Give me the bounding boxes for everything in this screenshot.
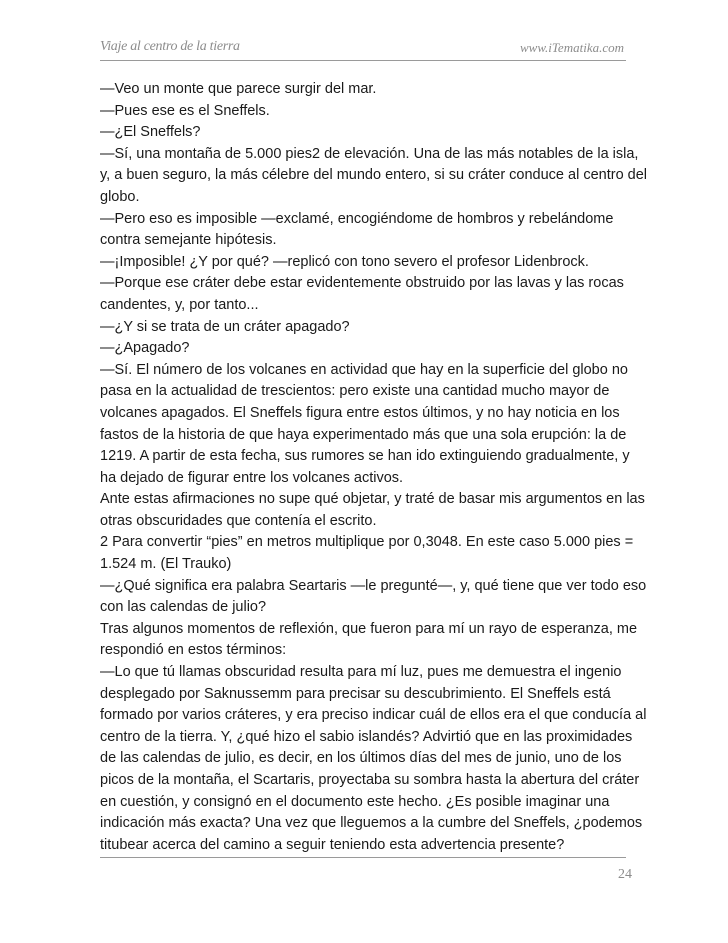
text-line: indicación más exacta? Una vez que lleguemos a la cumbre del Sneffels, ¿podemos — [100, 815, 643, 832]
text-line: formado por varios cráteres, y era preciso indicar cuál de ellos era el que conducía al — [100, 707, 647, 724]
page-body — [100, 79, 646, 856]
text-line: Tras algunos momentos de reflexión, que fueron para mí un rayo de esperanza, me — [100, 620, 638, 637]
text-line: volcanes apagados. El Sneffels figura entre estos últimos, y no hay noticia en los — [100, 404, 620, 421]
text-line: —¿Y si se trata de un cráter apagado? — [100, 318, 350, 335]
text-line: titubear acerca del camino a seguir teniendo esta advertencia presente? — [100, 836, 565, 853]
text-line: —¿El Sneffels? — [100, 124, 201, 141]
text-line: con las calendas de julio? — [100, 599, 267, 616]
page-header — [100, 36, 626, 61]
text-line: Ante estas afirmaciones no supe qué objetar, y traté de basar mis argumentos en las — [100, 491, 645, 508]
text-line: —¿Apagado? — [100, 340, 190, 357]
text-line: —Sí, una montaña de 5.000 pies2 de elevación. Una de las más notables de la isla, — [100, 145, 639, 162]
footer-divider — [100, 857, 626, 858]
text-line: y, a buen seguro, la más célebre del mundo entero, si su cráter conduce al centro del — [100, 167, 648, 184]
text-line: globo. — [100, 188, 140, 205]
text-line: contra semejante hipótesis. — [100, 232, 277, 249]
text-line: —¡Imposible! ¿Y por qué? —replicó con tono severo el profesor Lidenbrock. — [100, 253, 589, 270]
text-line: respondió en estos términos: — [100, 642, 287, 659]
text-line: otras obscuridades que contenía el escrito. — [100, 512, 377, 529]
book-title: Viaje al centro de la tierra — [100, 39, 240, 54]
text-line: —¿Qué significa era palabra Seartaris —le pregunté—, y, qué tiene que ver todo eso — [100, 577, 647, 594]
text-line: en cuestión, y consignó en el documento este hecho. ¿Es posible imaginar una — [100, 793, 610, 810]
footnote-line: 2 Para convertir “pies” en metros multiplique por 0,3048. En este caso 5.000 pies = — [100, 534, 634, 551]
text-line: —Pero eso es imposible —exclamé, encogiéndome de hombros y rebelándome — [100, 210, 614, 227]
text-line: desplegado por Saknussemm para precisar su descubrimiento. El Sneffels está — [100, 685, 611, 702]
text-line: —Porque ese cráter debe estar evidentemente obstruido por las lavas y las rocas — [100, 275, 624, 292]
text-line: ha dejado de figurar entre los volcanes activos. — [100, 469, 404, 486]
text-line: candentes, y, por tanto... — [100, 296, 259, 313]
text-line: —Lo que tú llamas obscuridad resulta para mí luz, pues me demuestra el ingenio — [100, 664, 622, 681]
footnote-line: 1.524 m. (El Trauko) — [100, 556, 232, 573]
text-line: —Veo un monte que parece surgir del mar. — [100, 81, 377, 97]
text-line: de las calendas de julio, es decir, en los últimos días del mes de junio, uno de los — [100, 750, 622, 767]
text-line: —Sí. El número de los volcanes en actividad que hay en la superficie del globo no — [100, 361, 628, 378]
text-line: fastos de la historia de que haya experimentado más que una sola erupción: la de — [100, 426, 627, 443]
text-line: picos de la montaña, el Scartaris, proyectaba su sombra hasta la abertura del cráter — [100, 772, 640, 788]
site-url: www.iTematika.com — [519, 40, 624, 55]
text-line: —Pues ese es el Sneffels. — [100, 102, 270, 119]
text-line: pasa en la actualidad de trescientos: pero existe una cantidad mucho mayor de — [100, 383, 610, 400]
text-line: 1219. A partir de esta fecha, sus rumores se han ido extinguiendo gradualmente, y — [100, 448, 630, 465]
page-number: 24 — [618, 867, 632, 882]
text-line: centro de la tierra. Y, ¿qué hizo el sabio islandés? Advirtió que en las proximidades — [100, 728, 633, 745]
